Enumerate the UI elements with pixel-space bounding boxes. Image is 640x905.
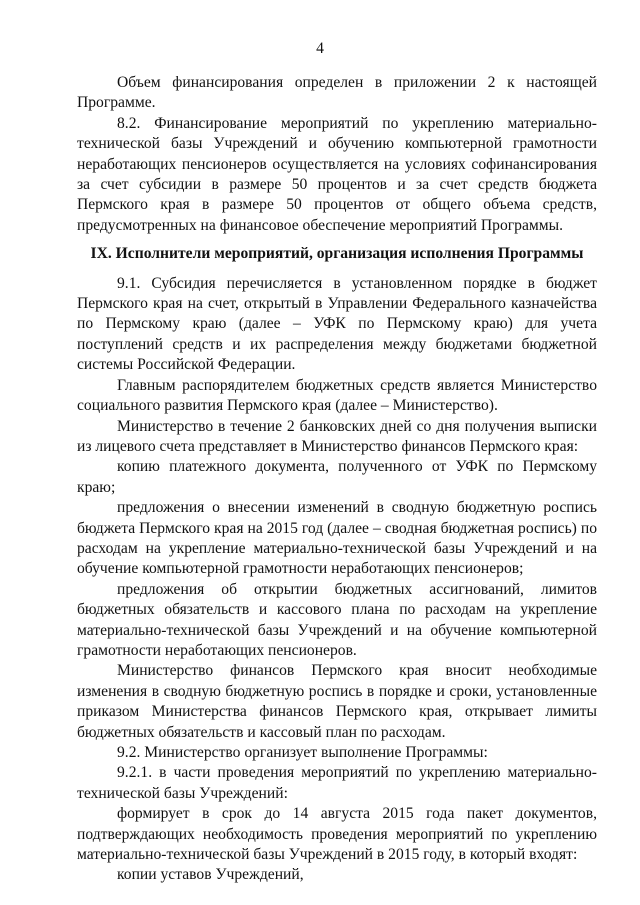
section-heading: IX. Исполнители мероприятий, организация исполнения Программы [90, 245, 584, 263]
document-body [77, 73, 597, 886]
paragraph-proposals-changes: предложения о внесении изменений в сводную бюджетную роспись бюджета Пермского края на 2015 год (далее – сводная бюджетная роспись) по расходам на укрепление материально-технической базы Учреждений и на обучение компьютерной грамотности неработающих пенсионеров; [77, 499, 597, 578]
paragraph-8-2: 8.2. Финансирование мероприятий по укреплению материально-технической базы Учреждений и обучению компьютерной грамотности неработающих пенсионеров осуществляется на условиях софинансирования за счет субсидии в размере 50 процентов и за счет средств бюджета Пермского края в размере 50 процентов от общего объема средств, предусмотренных на финансовое обеспечение мероприятий Программы. [77, 114, 597, 234]
page-number: 4 [316, 40, 324, 57]
paragraph-funding-volume: Объем финансирования определен в приложении 2 к настоящей Программе. [77, 74, 597, 112]
paragraph-forms-package: формирует в срок до 14 августа 2015 года пакет документов, подтверждающих необходимость проведения мероприятий по укреплению материально-технической базы Учреждений в 2015 году, в который входят: [77, 805, 597, 864]
paragraph-9-1: 9.1. Субсидия перечисляется в установленном порядке в бюджет Пермского края на счет, открытый в Управлении Федерального казначейства по Пермскому краю (далее – УФК по Пермскому краю) для учета поступлений средств и их распределения между бюджетами бюджетной системы Российской Федерации. [77, 274, 597, 374]
paragraph-9-2: 9.2. Министерство организует выполнение Программы: [117, 744, 488, 761]
paragraph-payment-copy: копию платежного документа, полученного от УФК по Пермскому краю; [77, 458, 597, 496]
paragraph-9-2-1: 9.2.1. в части проведения мероприятий по укреплению материально-технической базы Учреждений: [77, 764, 597, 802]
paragraph-finance-ministry: Министерство финансов Пермского края вносит необходимые изменения в сводную бюджетную роспись в порядке и сроки, установленные приказом Министерства финансов Пермского края, открывает лимиты бюджетных обязательств и кассовый план по расходам. [77, 662, 597, 741]
paragraph-main-manager: Главным распорядителем бюджетных средств является Министерство социального развития Пермского края (далее – Министерство). [77, 376, 597, 415]
paragraph-charter-copies: копии уставов Учреждений, [117, 866, 304, 884]
paragraph-ministry-submits: Министерство в течение 2 банковских дней со дня получения выписки из лицевого счета представляет в Министерство финансов Пермского края: [77, 417, 597, 455]
paragraph-proposals-opening: предложения об открытии бюджетных ассигнований, лимитов бюджетных обязательств и кассового плана по расходам на укрепление материально-технической базы Учреждений и на обучение компьютерной грамотности неработающих пенсионеров. [77, 580, 597, 659]
